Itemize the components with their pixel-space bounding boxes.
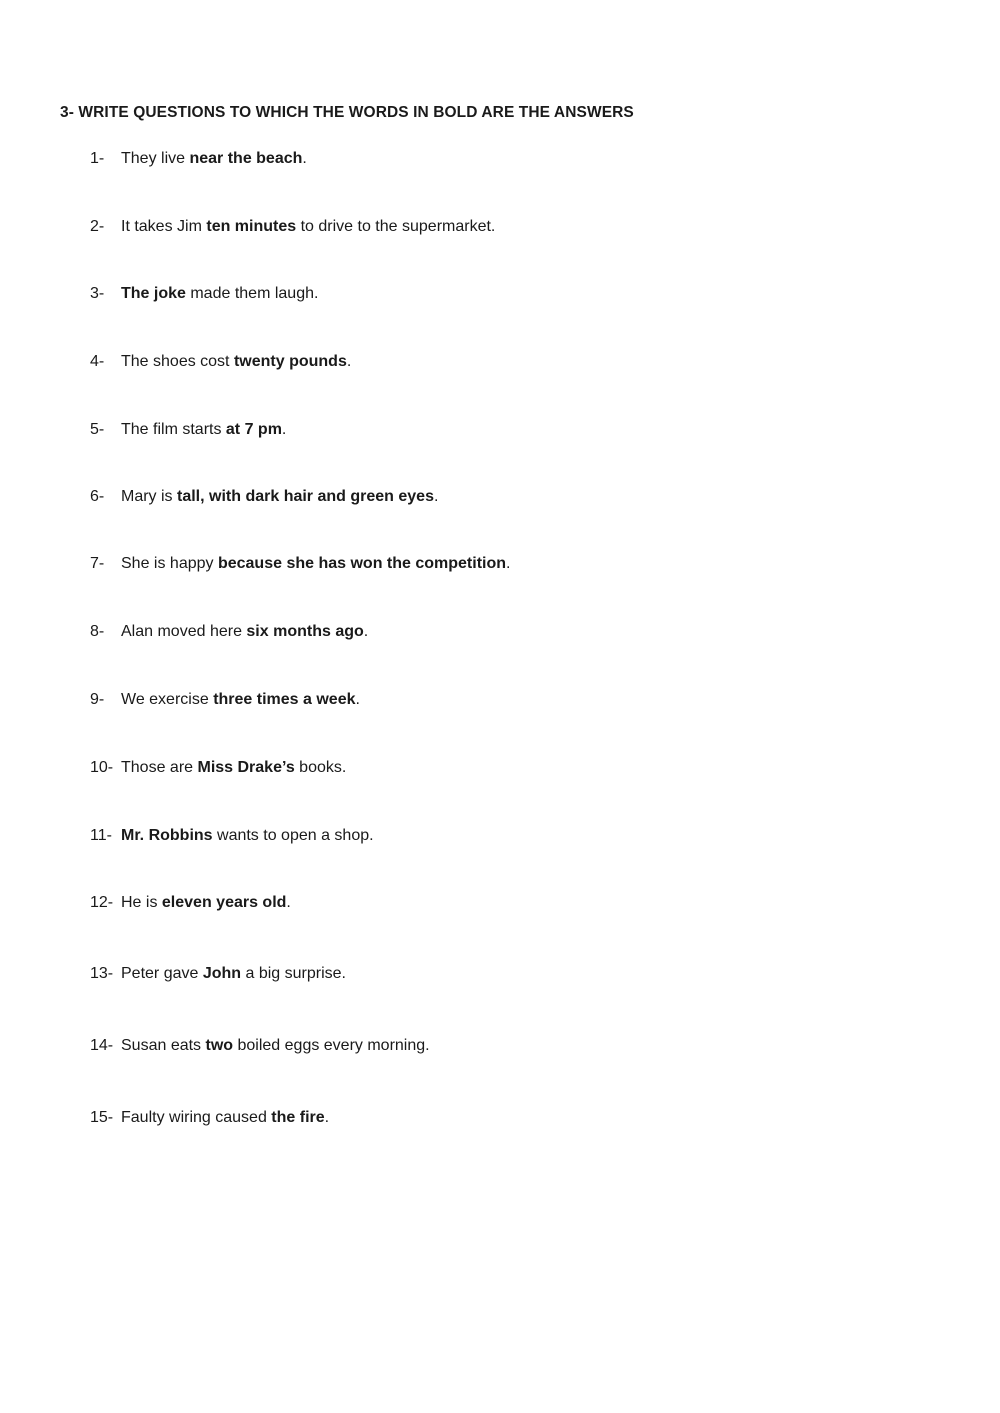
item-bold-answer: the fire <box>271 1109 325 1126</box>
item-text-before: The shoes cost <box>121 353 234 370</box>
item-text-after: to drive to the supermarket. <box>296 218 496 235</box>
item-text-after: wants to open a shop. <box>212 827 374 844</box>
item-number: 15- <box>90 1109 114 1126</box>
item-bold-answer: at 7 pm <box>225 421 282 438</box>
item-number: 10- <box>90 759 114 776</box>
exercise-item-4 <box>90 352 351 372</box>
item-text-after: boiled eggs every morning. <box>233 1037 430 1054</box>
exercise-item-10 <box>90 758 346 778</box>
item-text-before: The film starts <box>121 421 226 438</box>
item-bold-answer: Miss Drake’s <box>197 759 295 776</box>
exercise-item-2 <box>90 217 495 237</box>
exercise-item-12 <box>90 893 291 913</box>
item-number: 9- <box>90 691 105 708</box>
item-text-after: . <box>286 894 291 911</box>
item-bold-answer: John <box>202 965 242 982</box>
item-text-after: . <box>281 421 287 438</box>
item-number: 7- <box>90 555 105 572</box>
item-bold-answer: The joke <box>121 285 186 302</box>
item-bold-answer: three times a week <box>213 691 356 708</box>
item-number: 1- <box>90 150 105 167</box>
exercise-heading: 3- WRITE QUESTIONS TO WHICH THE WORDS IN BOLD ARE THE ANSWERS <box>60 104 634 121</box>
item-text-after: . <box>433 488 439 505</box>
exercise-item-3 <box>90 284 318 304</box>
item-text-after: made them laugh. <box>185 285 319 302</box>
item-bold-answer: because she has won the competition <box>217 555 507 572</box>
item-text-before: They live <box>121 150 190 167</box>
item-text-before: Mary is <box>121 488 177 505</box>
item-text-after: . <box>506 555 511 572</box>
item-bold-answer: twenty pounds <box>233 353 347 370</box>
item-bold-answer: Mr. Robbins <box>121 827 213 844</box>
item-text-after: . <box>355 691 360 708</box>
exercise-item-1 <box>90 149 307 169</box>
item-text-before: Those are <box>121 759 198 776</box>
item-bold-answer: tall, with dark hair and green eyes <box>177 488 434 505</box>
item-bold-answer: eleven years old <box>161 894 287 911</box>
item-text-after: a big surprise. <box>241 965 346 982</box>
item-number: 2- <box>90 218 105 235</box>
item-bold-answer: two <box>205 1037 234 1054</box>
item-text-before: Susan eats <box>121 1037 206 1054</box>
item-bold-answer: near the beach <box>189 150 303 167</box>
exercise-item-7 <box>90 554 510 574</box>
item-text-after: books. <box>294 759 347 776</box>
item-number: 6- <box>90 488 105 505</box>
item-number: 14- <box>90 1037 114 1054</box>
item-text-before: She is happy <box>121 555 218 572</box>
item-text-after: . <box>363 623 369 640</box>
item-text-before: Alan moved here <box>121 623 247 640</box>
exercise-item-14 <box>90 1036 430 1056</box>
item-text-after: . <box>302 150 307 167</box>
item-text-before: Faulty wiring caused <box>121 1109 272 1126</box>
item-number: 5- <box>90 421 105 438</box>
exercise-item-15 <box>90 1108 329 1128</box>
item-number: 4- <box>90 353 105 370</box>
exercise-item-11 <box>90 826 374 846</box>
item-number: 12- <box>90 894 114 911</box>
item-text-before: Peter gave <box>121 965 203 982</box>
item-text-before: We exercise <box>121 691 214 708</box>
item-text-after: . <box>346 353 352 370</box>
item-text-before: He is <box>121 894 162 911</box>
item-number: 8- <box>90 623 105 640</box>
item-number: 11- <box>90 827 112 844</box>
exercise-item-9 <box>90 690 360 710</box>
item-number: 3- <box>90 285 105 302</box>
item-text-before: It takes Jim <box>121 218 207 235</box>
item-bold-answer: ten minutes <box>206 218 297 235</box>
item-number: 13- <box>90 965 114 982</box>
exercise-item-13 <box>90 964 346 984</box>
item-text-after: . <box>324 1109 330 1126</box>
exercise-item-6 <box>90 487 438 507</box>
exercise-item-5 <box>90 420 286 440</box>
item-bold-answer: six months ago <box>246 623 364 640</box>
exercise-item-8 <box>90 622 368 642</box>
